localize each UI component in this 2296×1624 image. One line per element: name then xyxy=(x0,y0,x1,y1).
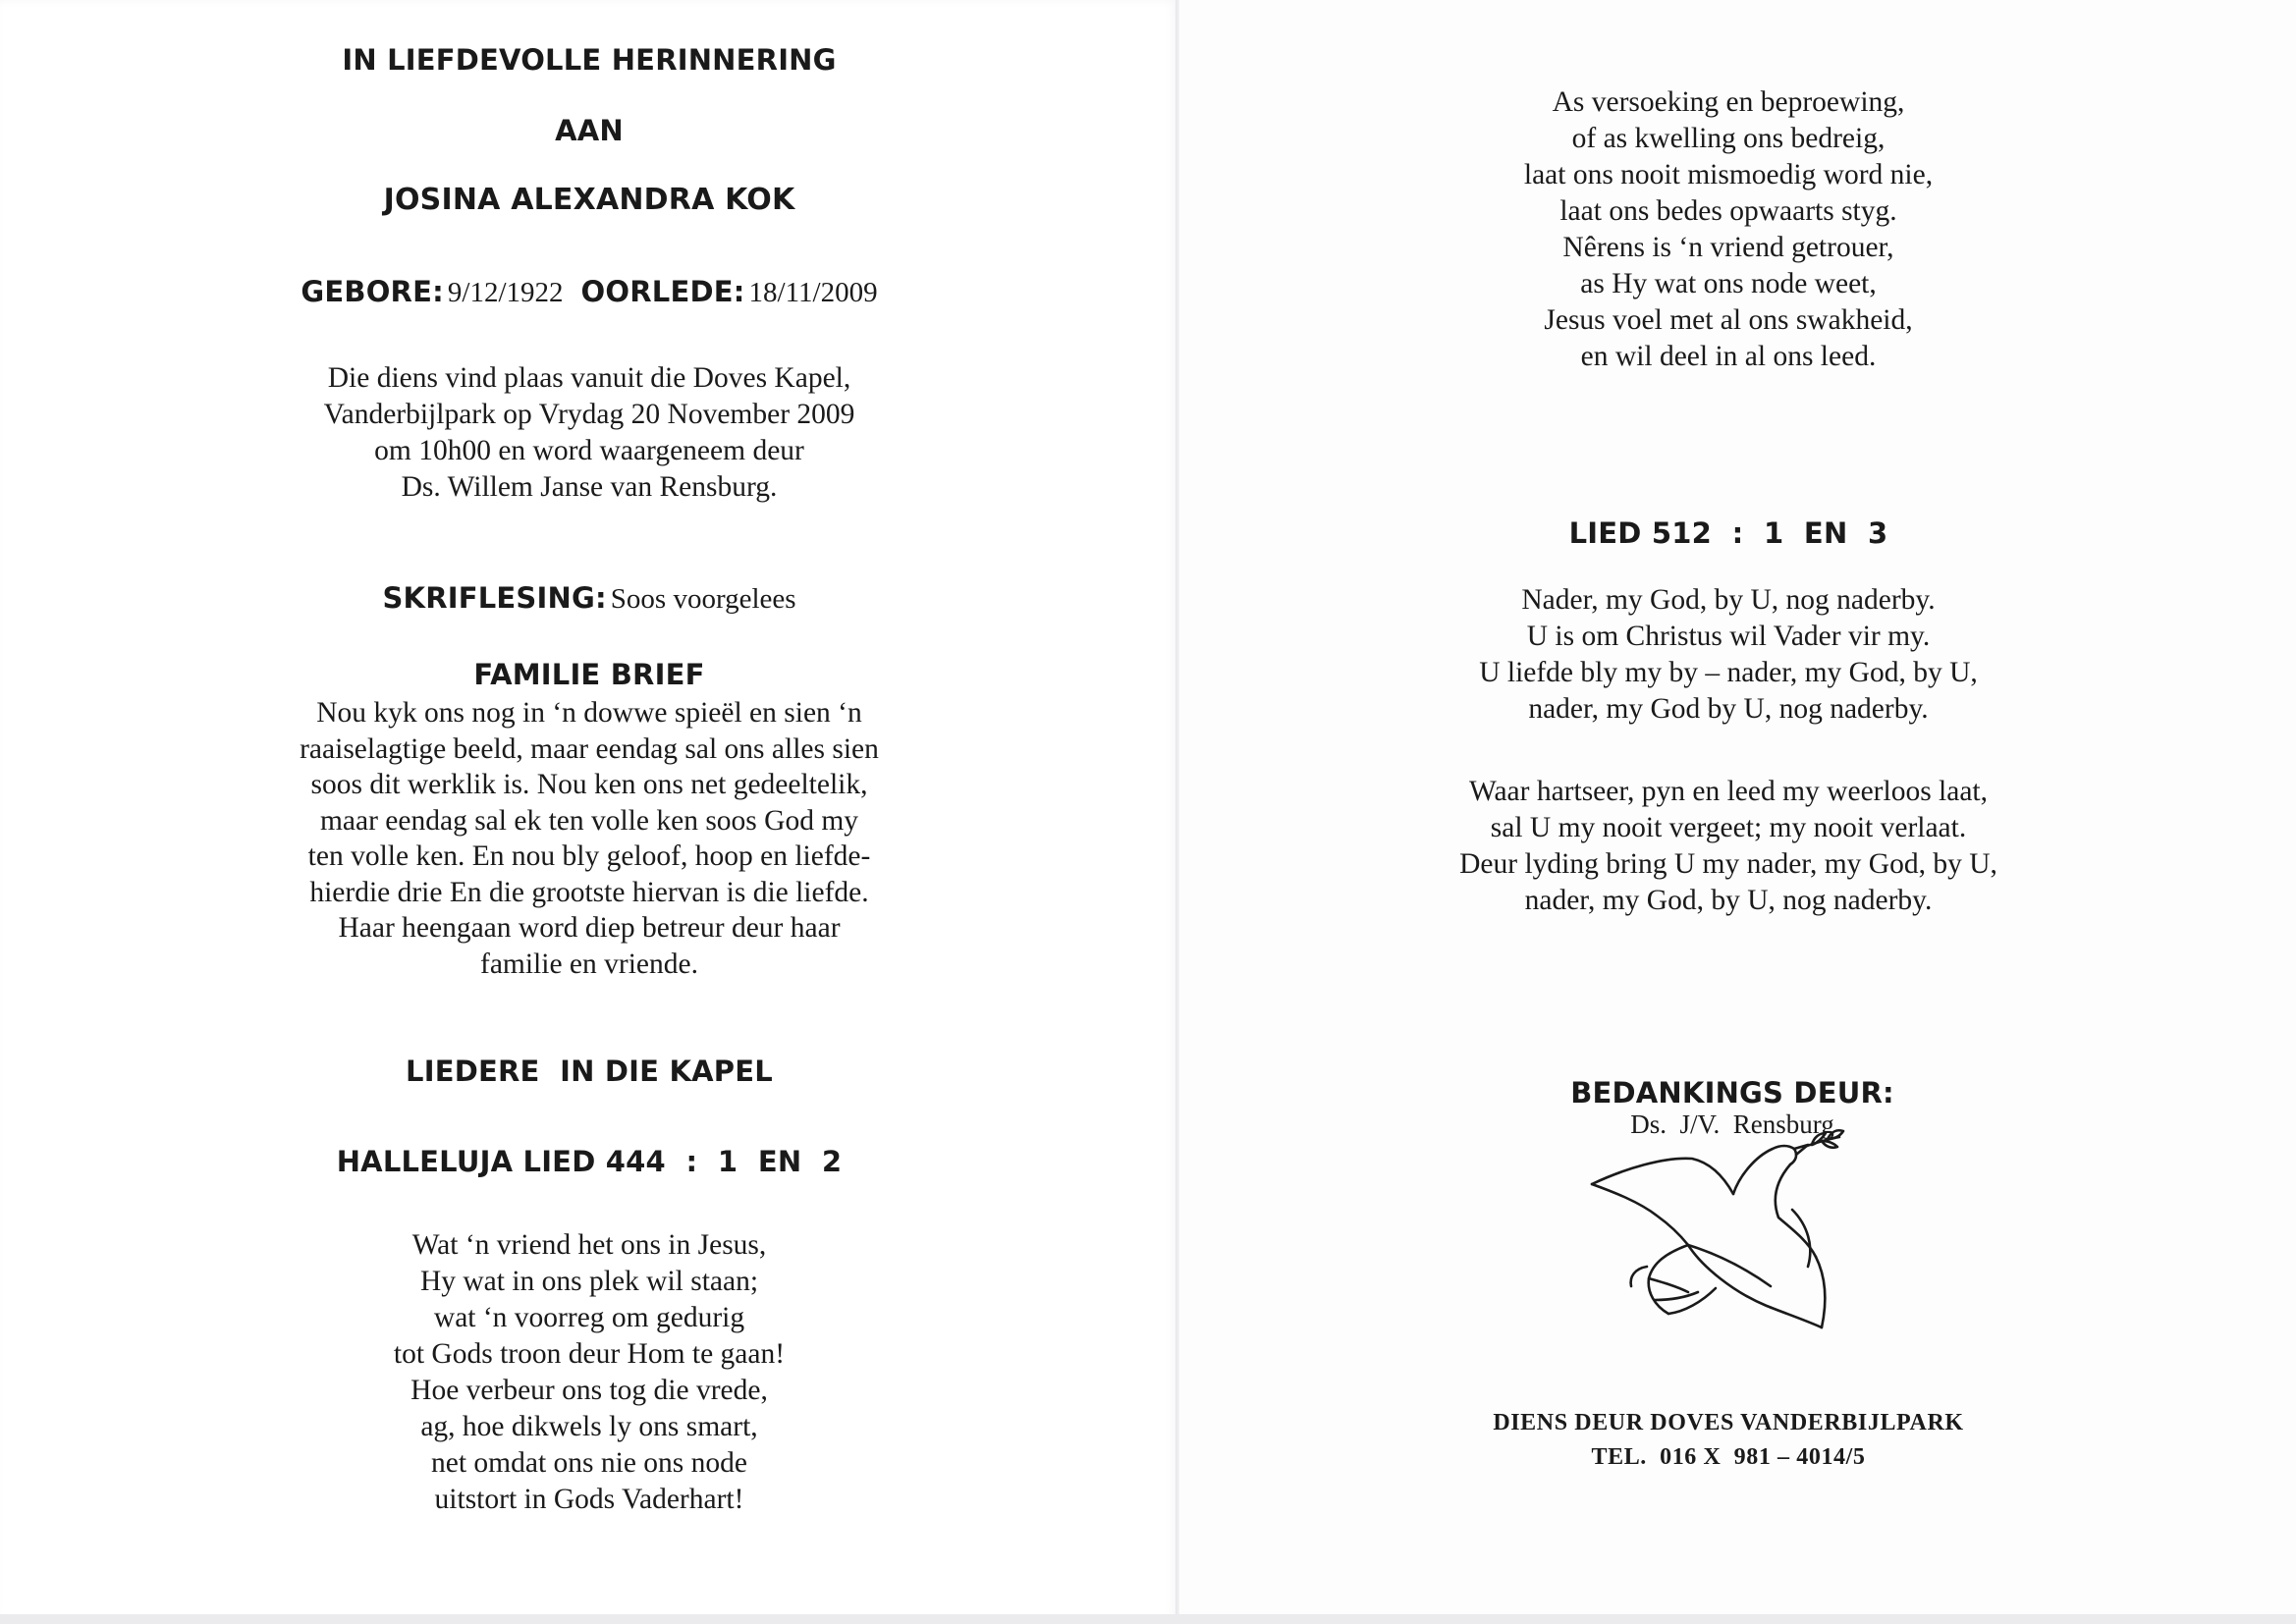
lyric-line: en wil deel in al ons leed. xyxy=(1580,341,1877,372)
lyric-line: As versoeking en beproewing, xyxy=(1552,86,1905,118)
service-line: om 10h00 en word waargeneem deur xyxy=(374,435,804,466)
lyric-line: laat ons bedes opwaarts styg. xyxy=(1559,195,1897,227)
lyric-line: U is om Christus wil Vader vir my. xyxy=(1526,621,1931,652)
lyric-line: sal U my nooit vergeet; my nooit verlaat. xyxy=(1490,812,1967,843)
funeral-home-name: DIENS DEUR DOVES VANDERBIJLPARK xyxy=(1493,1410,1964,1435)
funeral-home-footer xyxy=(1286,1406,2170,1475)
reading-value: Soos voorgelees xyxy=(610,583,796,615)
aan-label: AAN xyxy=(555,114,624,147)
born-label: GEBORE: xyxy=(301,275,444,308)
born-date: 9/12/1922 xyxy=(447,277,564,308)
lyric-line: wat ‘n voorreg om gedurig xyxy=(433,1302,745,1333)
letter-line: familie en vriende. xyxy=(480,947,698,980)
lyric-line: laat ons nooit mismoedig word nie, xyxy=(1523,159,1934,190)
dates-line xyxy=(147,275,1031,309)
letter-line: hierdie drie En die grootste hiervan is die liefde. xyxy=(309,876,869,908)
lyric-line: net omdat ons nie ons node xyxy=(431,1447,747,1479)
funeral-home-phone: TEL. 016 X 981 – 4014/5 xyxy=(1591,1444,1866,1470)
service-line: Vanderbijlpark op Vrydag 20 November 2009 xyxy=(323,399,855,430)
paper-bottom-edge xyxy=(0,1614,2296,1624)
thanks-label: BEDANKINGS DEUR: xyxy=(1570,1076,1894,1110)
lyric-line: as Hy wat ons node weet, xyxy=(1580,268,1877,299)
song2-verse1 xyxy=(1286,582,2170,728)
songs-heading: LIEDERE IN DIE KAPEL xyxy=(406,1055,773,1088)
family-letter-title: FAMILIE BRIEF xyxy=(473,658,705,691)
died-label: OORLEDE: xyxy=(580,275,745,308)
service-line: Die diens vind plaas vanuit die Doves Kapel, xyxy=(327,362,851,394)
lyric-line: nader, my God, by U, nog naderby. xyxy=(1524,885,1933,916)
letter-line: raaiselagtige beeld, maar eendag sal ons alles sien xyxy=(300,732,879,765)
lyric-line: Hy wat in ons plek wil staan; xyxy=(419,1266,759,1297)
died-date: 18/11/2009 xyxy=(748,277,878,308)
letter-line: Nou kyk ons nog in ‘n dowwe spieël en sien ‘n xyxy=(316,697,862,729)
scripture-reading xyxy=(147,581,1031,616)
song1-title: HALLELUJA LIED 444 : 1 EN 2 xyxy=(336,1145,843,1178)
lyric-line: of as kwelling ons bedreig, xyxy=(1571,123,1886,154)
lyric-line: Wat ‘n vriend het ons in Jesus, xyxy=(411,1229,767,1261)
reading-label: SKRIFLESING: xyxy=(382,581,607,615)
service-details xyxy=(147,360,1031,506)
thanks-value: Ds. J/V. Rensburg xyxy=(1630,1110,1834,1139)
lyric-line: Nader, my God, by U, nog naderby. xyxy=(1521,584,1936,616)
letter-line: soos dit werklik is. Nou ken ons net gedeeltelik, xyxy=(310,769,868,800)
letter-line: ten volle ken. En nou bly geloof, hoop en liefde- xyxy=(307,840,871,872)
lyric-line: Jesus voel met al ons swakheid, xyxy=(1544,304,1913,336)
song1-continued-lyrics xyxy=(1286,84,2170,375)
song2-verse2 xyxy=(1286,774,2170,919)
lyric-line: ag, hoe dikwels ly ons smart, xyxy=(420,1411,758,1442)
song2-title: LIED 512 : 1 EN 3 xyxy=(1568,516,1888,550)
deceased-name: JOSINA ALEXANDRA KOK xyxy=(383,183,795,217)
letter-line: maar eendag sal ek ten volle ken soos God my xyxy=(319,804,859,837)
letter-line: Haar heengaan word diep betreur deur haar xyxy=(338,912,841,944)
lyric-line: Hoe verbeur ons tog die vrede, xyxy=(410,1375,768,1406)
service-line: Ds. Willem Janse van Rensburg. xyxy=(401,471,778,503)
dove-icon xyxy=(1586,1119,1851,1375)
lyric-line: uitstort in Gods Vaderhart! xyxy=(434,1484,744,1515)
memorial-heading: IN LIEFDEVOLLE HERINNERING xyxy=(342,43,837,77)
lyric-line: Nêrens is ‘n vriend getrouer, xyxy=(1562,232,1894,263)
lyric-line: Deur lyding bring U my nader, my God, by U, xyxy=(1459,848,1997,880)
song1-lyrics xyxy=(147,1227,1031,1518)
page-fold xyxy=(1175,0,1179,1624)
lyric-line: U liefde bly my by – nader, my God, by U, xyxy=(1479,657,1978,688)
family-letter-text xyxy=(147,695,1031,982)
lyric-line: nader, my God by U, nog naderby. xyxy=(1528,693,1929,725)
lyric-line: Waar hartseer, pyn en leed my weerloos laat, xyxy=(1468,776,1989,807)
lyric-line: tot Gods troon deur Hom te gaan! xyxy=(393,1338,786,1370)
